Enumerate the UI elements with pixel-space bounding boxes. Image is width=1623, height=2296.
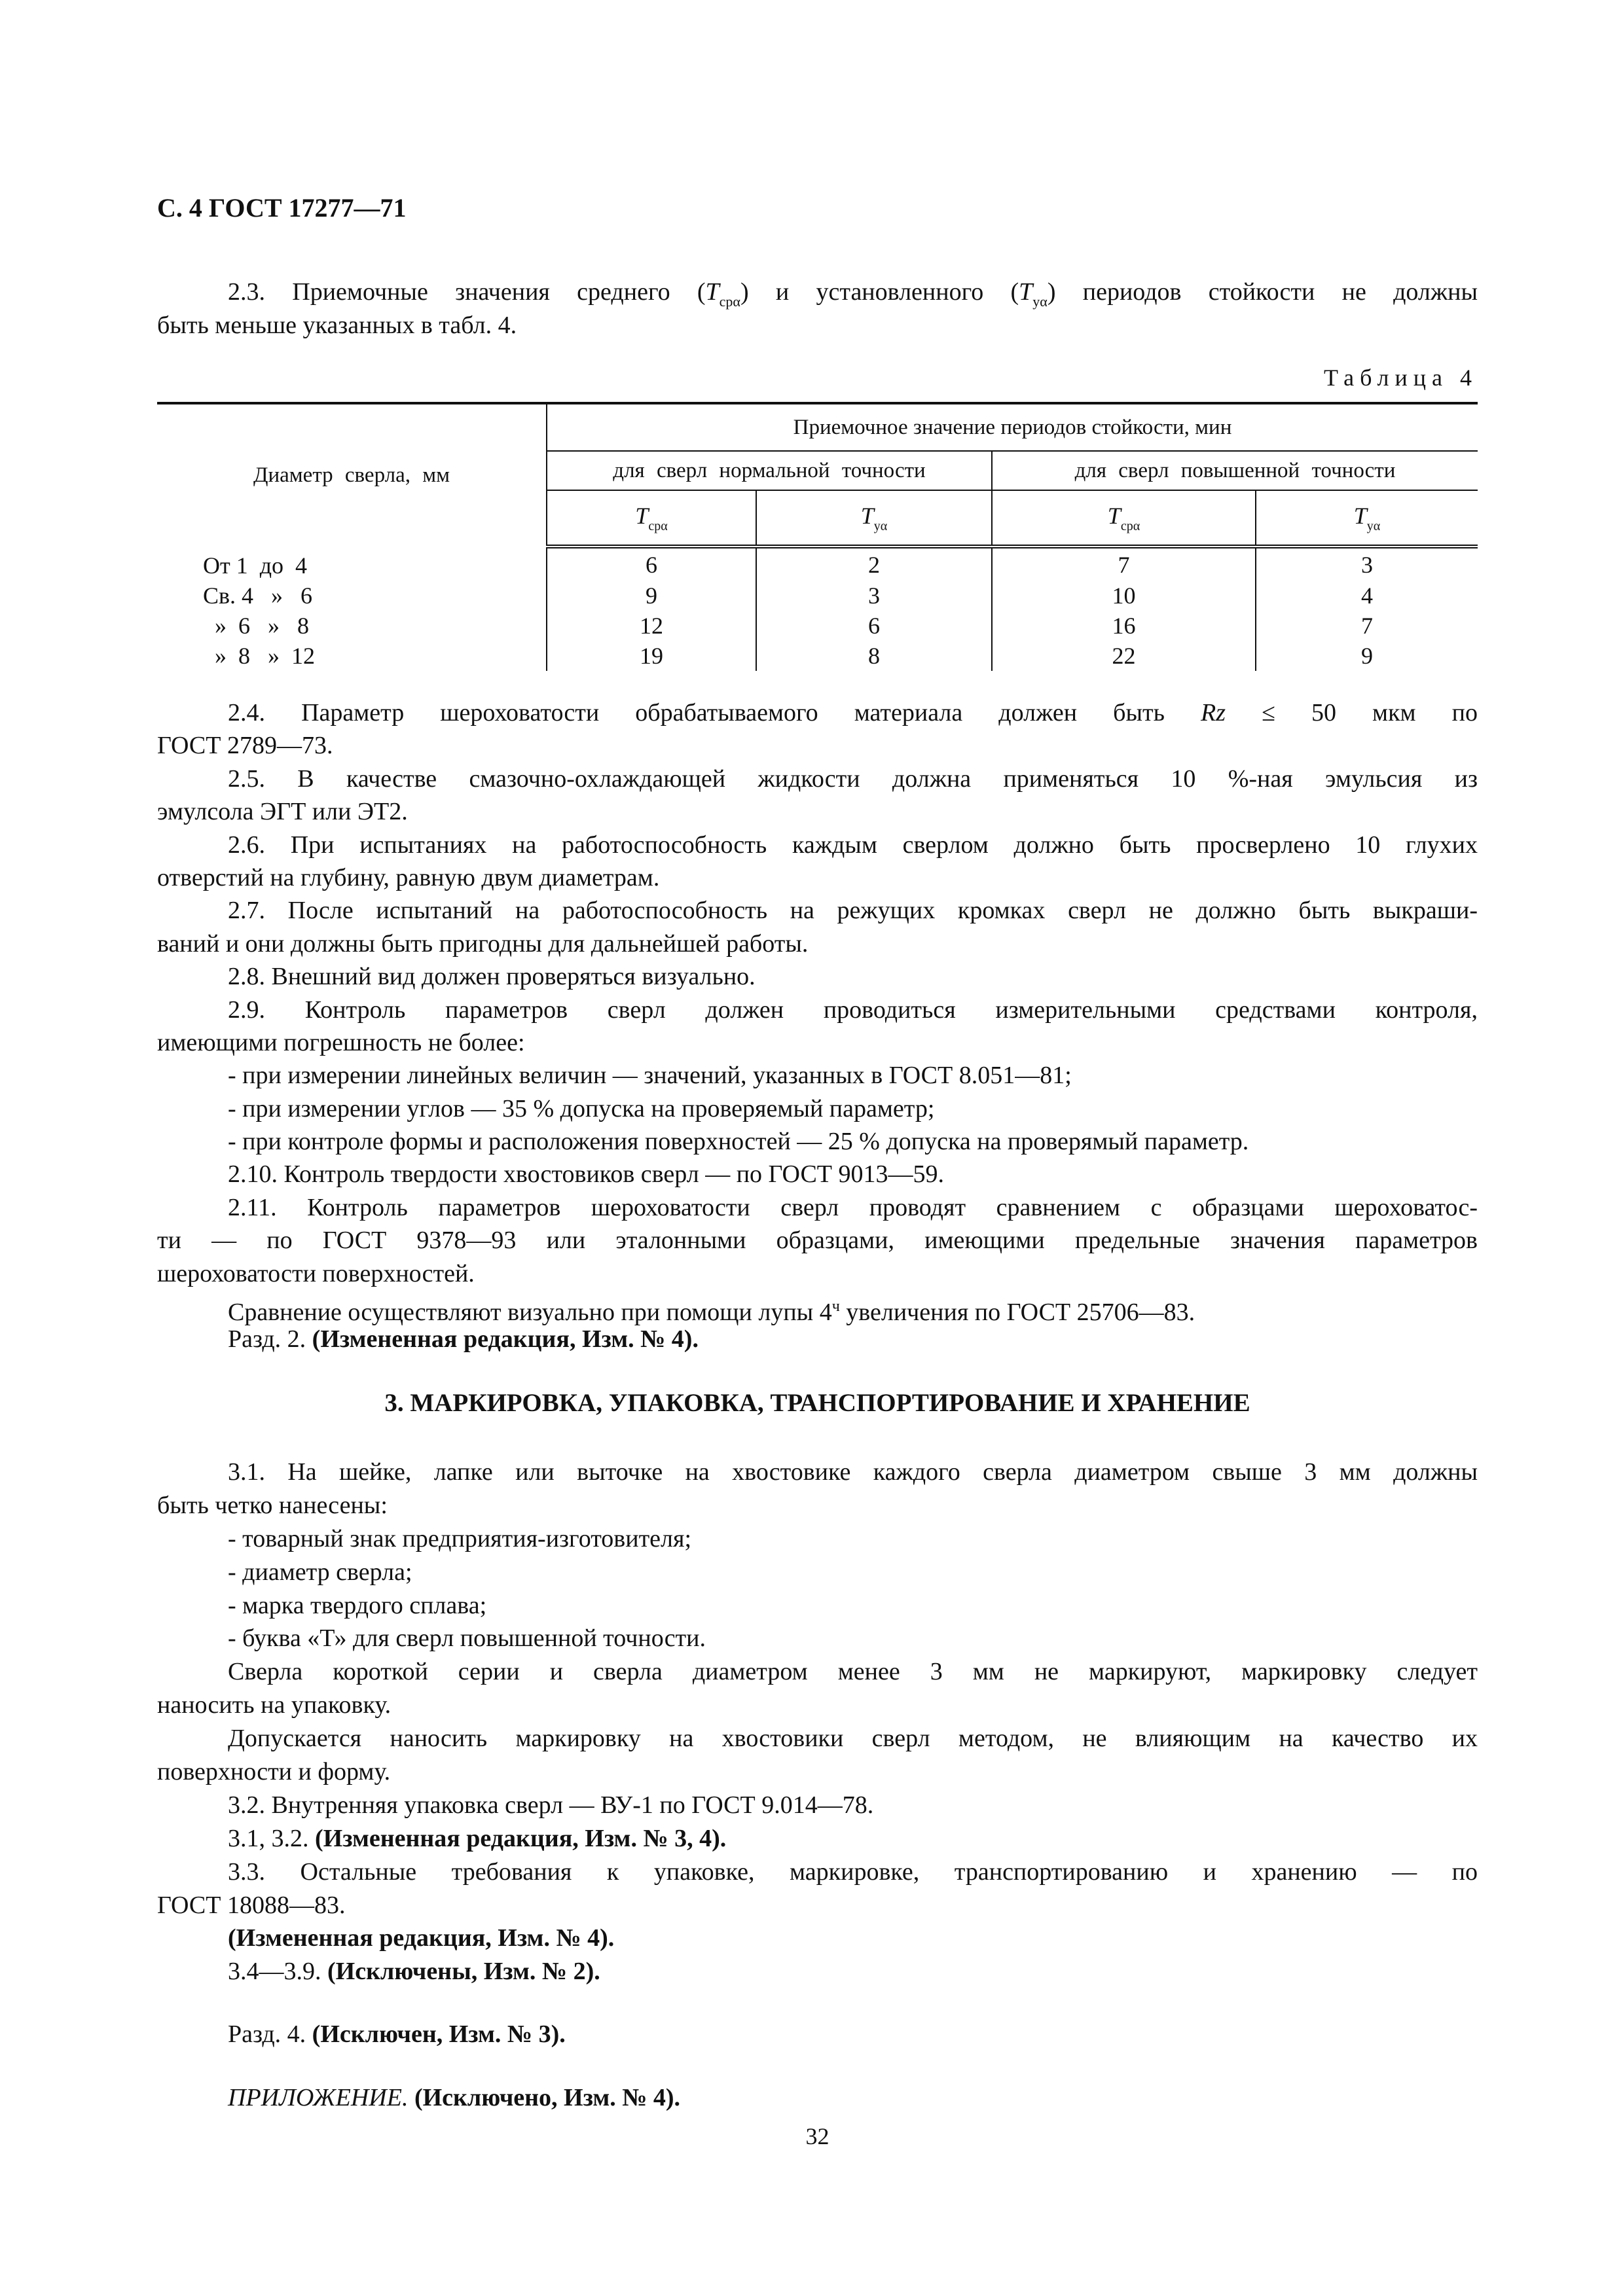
text-segment: ≤ 50 мкм по — [1226, 699, 1478, 726]
text-line — [157, 1889, 1478, 1922]
text-segment: 2.7. После испытаний на работоспособность на режущих кромках сверл не должно быть выкраши- — [228, 897, 1478, 925]
text-segment: - при контроле формы и расположения поверхностей — 25 % допуска на проверямый параметр. — [228, 1128, 1249, 1156]
text-segment: - товарный знак предприятия-изготовителя; — [228, 1524, 692, 1552]
text-segment: уα — [1032, 293, 1048, 310]
text-segment: 3.3. Остальные требования к упаковке, маркировке, транспортированию и хранению — по — [228, 1857, 1478, 1886]
text-line — [157, 1822, 1478, 1856]
cell: 7 — [992, 547, 1256, 581]
text-segment: быть меньше указанных в табл. 4. — [157, 312, 517, 339]
text-line — [157, 1955, 1478, 1988]
section-3-title: 3. МАРКИРОВКА, УПАКОВКА, ТРАНСПОРТИРОВАНИЕ И ХРАНЕНИЕ — [384, 1389, 1250, 1417]
cell: 9 — [547, 581, 756, 611]
text-segment: ) и установленного ( — [740, 278, 1019, 306]
text-segment: T — [1019, 278, 1033, 306]
text-segment: 2.9. Контроль параметров сверл должен проводиться измерительными средствами контроля, — [228, 996, 1478, 1024]
text-segment: Сравнение осуществляют визуально при помощи лупы 4 — [228, 1299, 832, 1327]
cell: 22 — [992, 641, 1256, 671]
text-line — [157, 1789, 1478, 1822]
text-line — [157, 1092, 1478, 1125]
text-segment: ваний и они должны быть пригодны для дальнейшей работы. — [157, 929, 809, 958]
text-segment: ПРИЛОЖЕНИЕ. — [228, 2084, 409, 2111]
text-line — [157, 1522, 1478, 1556]
text-segment: Разд. 2. — [228, 1325, 312, 1354]
text-line — [157, 894, 1478, 927]
col-normal-set — [756, 490, 992, 547]
table-4 — [157, 402, 1478, 671]
text-line — [157, 1257, 1478, 1290]
text-segment: 3.4—3.9. — [228, 1958, 327, 1986]
text-segment: 3.1, 3.2. — [228, 1824, 315, 1852]
text-segment: Допускается наносить маркировку на хвостовики сверл методом, не влияющим на качество их — [228, 1725, 1478, 1753]
text-line — [157, 1489, 1478, 1522]
text-segment: 2.3. Приемочные значения среднего ( — [228, 278, 706, 306]
text-line — [157, 1655, 1478, 1689]
text-segment: 3.2. Внутренняя упаковка сверл — ВУ-1 по ГОСТ 9.014—78. — [228, 1791, 874, 1819]
symbol-T: T — [1353, 502, 1367, 529]
text-line — [157, 276, 1478, 309]
text-segment: быть четко нанесены: — [157, 1491, 388, 1519]
table-row — [157, 641, 1478, 671]
group-normal: для сверл нормальной точности — [547, 451, 992, 490]
cell: 8 — [756, 641, 992, 671]
text-line — [157, 1689, 1478, 1722]
text-segment: (Исключен, Изм. № 3). — [312, 2020, 566, 2048]
text-segment: срα — [719, 293, 740, 310]
text-line — [157, 1125, 1478, 1158]
text-segment: - марка твердого сплава; — [228, 1591, 487, 1619]
text-segment: - буква «Т» для сверл повышенной точности. — [228, 1624, 706, 1653]
text-segment: увеличения по ГОСТ 25706—83. — [839, 1299, 1195, 1327]
text-line — [157, 1556, 1478, 1589]
cell: 2 — [756, 547, 992, 581]
text-line — [157, 1922, 1478, 1955]
text-segment: 2.11. Контроль параметров шероховатости сверл проводят сравнением с образцами шероховатос- — [228, 1193, 1478, 1221]
page-number: 32 — [805, 2123, 830, 2149]
text-segment — [408, 2084, 414, 2111]
text-segment: поверхности и форму. — [157, 1758, 391, 1786]
text-segment: 2.6. При испытаниях на работоспособность каждым сверлом должно быть просверлено 10 глухих — [228, 831, 1478, 859]
text-line — [157, 1191, 1478, 1224]
cell: 9 — [1256, 641, 1478, 671]
section-4-note — [157, 2018, 1478, 2051]
text-line — [157, 1622, 1478, 1655]
symbol-T: T — [860, 502, 874, 529]
text-line — [157, 829, 1478, 861]
text-line — [157, 696, 1478, 729]
text-segment: шероховатости поверхностей. — [157, 1259, 475, 1287]
subscript: срα — [1120, 518, 1140, 533]
subscript: срα — [648, 518, 668, 533]
subscript: уα — [1366, 518, 1381, 533]
text-segment: (Исключено, Изм. № 4). — [414, 2084, 681, 2111]
cell-diameter: Св. 4 » 6 — [203, 583, 313, 609]
col-high-set — [1256, 490, 1478, 547]
text-line — [157, 309, 1478, 342]
text-segment: T — [705, 278, 720, 306]
text-line — [157, 1059, 1478, 1092]
text-segment: - диаметр сверла; — [228, 1558, 412, 1586]
cell: 19 — [547, 641, 756, 671]
appendix-note — [157, 2081, 1478, 2115]
text-segment: ) периодов стойкости не должны — [1047, 278, 1478, 306]
cell: 4 — [1256, 581, 1478, 611]
text-segment: ти — по ГОСТ 9378—93 или эталонными образцами, имеющими предельные значения параметров — [157, 1227, 1478, 1255]
cell: 12 — [547, 611, 756, 641]
text-line — [157, 729, 1478, 762]
cell: 6 — [756, 611, 992, 641]
table-row — [157, 547, 1478, 581]
cell: 10 — [992, 581, 1256, 611]
text-segment: (Исключены, Изм. № 2). — [327, 1958, 600, 1986]
text-segment: Сверла короткой серии и сверла диаметром менее 3 мм не маркируют, маркировку следует — [228, 1658, 1478, 1686]
cell-diameter: » 6 » 8 — [203, 613, 309, 639]
cell: 6 — [547, 547, 756, 581]
cell-diameter: » 8 » 12 — [203, 643, 315, 669]
text-line — [157, 1026, 1478, 1059]
text-segment: ГОСТ 2789—73. — [157, 732, 333, 760]
page-header: С. 4 ГОСТ 17277—71 — [157, 193, 407, 223]
text-segment: отверстий на глубину, равную двум диаметрам. — [157, 863, 660, 891]
text-segment: (Измененная редакция, Изм. № 3, 4). — [315, 1824, 727, 1852]
text-line — [157, 1290, 1478, 1327]
group-high: для сверл повышенной точности — [992, 451, 1478, 490]
text-line — [157, 762, 1478, 795]
section-2-body — [157, 696, 1478, 1356]
text-line — [157, 994, 1478, 1026]
table-row — [157, 581, 1478, 611]
text-line — [157, 1589, 1478, 1623]
text-segment: 2.4. Параметр шероховатости обрабатываемого материала должен быть — [228, 699, 1201, 726]
text-segment: ч — [831, 1298, 840, 1316]
text-line — [157, 861, 1478, 894]
cell: 16 — [992, 611, 1256, 641]
col-header-diameter: Диаметр сверла, мм — [157, 403, 547, 547]
text-segment: эмулсола ЭГТ или ЭТ2. — [157, 798, 408, 826]
group-header: Приемочное значение периодов стойкости, мин — [547, 403, 1478, 451]
text-line — [157, 1323, 1478, 1355]
text-segment: 2.8. Внешний вид должен проверяться визуально. — [228, 963, 756, 991]
text-line — [157, 1456, 1478, 1489]
table-row — [157, 611, 1478, 641]
text-segment: имеющими погрешность не более: — [157, 1028, 525, 1056]
text-segment: 2.10. Контроль твердости хвостовиков сверл — по ГОСТ 9013—59. — [228, 1160, 945, 1189]
intro-paragraph — [157, 276, 1478, 342]
text-line — [157, 2018, 1478, 2051]
text-line — [157, 927, 1478, 960]
text-segment: - при измерении углов — 35 % допуска на проверяемый параметр; — [228, 1094, 935, 1122]
text-segment: 2.5. В качестве смазочно-охлаждающей жидкости должна применяться 10 %-ная эмульсия из — [228, 764, 1478, 793]
col-high-avg — [992, 490, 1256, 547]
text-segment: (Измененная редакция, Изм. № 4). — [312, 1325, 699, 1354]
text-line — [157, 960, 1478, 993]
symbol-T: T — [635, 502, 649, 529]
text-line — [157, 1158, 1478, 1191]
text-line — [157, 2081, 1478, 2115]
text-segment: (Измененная редакция, Изм. № 4). — [228, 1924, 615, 1952]
text-segment: Rz — [1201, 699, 1226, 726]
cell: 3 — [756, 581, 992, 611]
text-segment: Разд. 4. — [228, 2020, 312, 2048]
text-segment: наносить на упаковку. — [157, 1691, 392, 1719]
text-line — [157, 1224, 1478, 1257]
cell-diameter: От 1 до 4 — [203, 552, 308, 579]
text-line — [157, 1755, 1478, 1789]
cell: 3 — [1256, 547, 1478, 581]
symbol-T: T — [1107, 502, 1121, 529]
section-3-body — [157, 1456, 1478, 1988]
col-normal-avg — [547, 490, 756, 547]
text-line — [157, 795, 1478, 828]
cell: 7 — [1256, 611, 1478, 641]
text-segment: 3.1. На шейке, лапке или выточке на хвостовике каждого сверла диаметром свыше 3 мм должны — [228, 1458, 1478, 1486]
text-segment: ГОСТ 18088—83. — [157, 1891, 346, 1919]
text-line — [157, 1722, 1478, 1755]
table-caption: Таблица 4 — [1324, 365, 1478, 391]
text-line — [157, 1856, 1478, 1889]
text-segment: - при измерении линейных величин — значений, указанных в ГОСТ 8.051—81; — [228, 1062, 1072, 1090]
subscript: уα — [873, 518, 888, 533]
